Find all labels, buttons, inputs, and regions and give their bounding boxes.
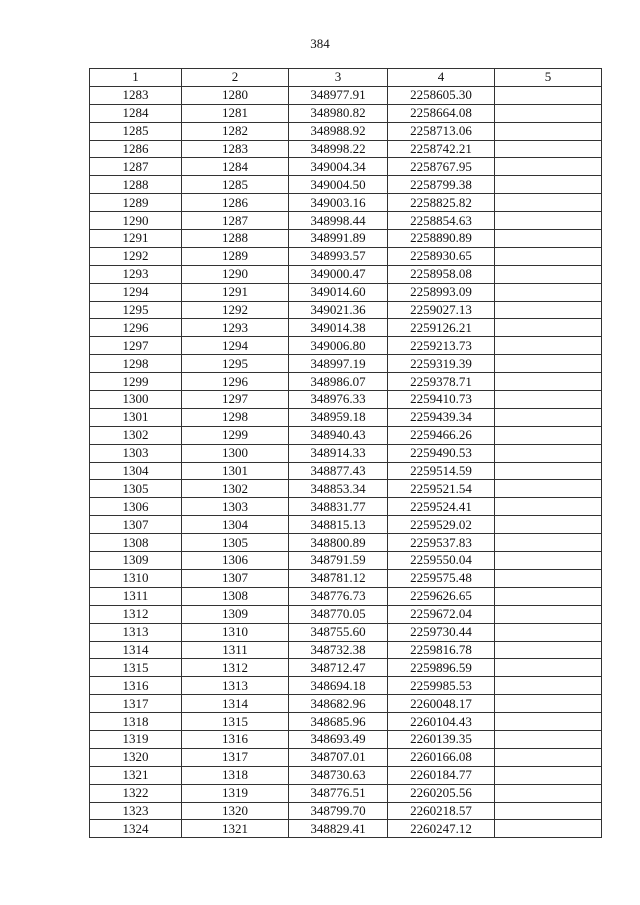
y-coordinate-cell: 2259466.26 (388, 426, 495, 444)
note-cell (495, 587, 602, 605)
x-coordinate-cell: 348755.60 (289, 623, 388, 641)
point-number-cell: 1289 (182, 247, 289, 265)
x-coordinate-cell: 348694.18 (289, 677, 388, 695)
point-number-cell: 1293 (182, 319, 289, 337)
point-number-cell: 1280 (182, 86, 289, 104)
note-cell (495, 426, 602, 444)
point-number-cell: 1284 (182, 158, 289, 176)
note-cell (495, 122, 602, 140)
table-row (90, 641, 602, 659)
point-number-cell: 1296 (182, 373, 289, 391)
note-cell (495, 695, 602, 713)
point-number-cell: 1295 (182, 355, 289, 373)
coordinates-table (89, 68, 602, 838)
y-coordinate-cell: 2258993.09 (388, 283, 495, 301)
note-cell (495, 86, 602, 104)
row-number-cell: 1302 (90, 426, 182, 444)
page-number: 384 (310, 36, 330, 51)
note-cell (495, 176, 602, 194)
y-coordinate-cell: 2258799.38 (388, 176, 495, 194)
note-cell (495, 480, 602, 498)
y-coordinate-cell: 2259524.41 (388, 498, 495, 516)
x-coordinate-cell: 348991.89 (289, 230, 388, 248)
table-row (90, 408, 602, 426)
table-row (90, 194, 602, 212)
point-number-cell: 1320 (182, 802, 289, 820)
point-number-cell: 1312 (182, 659, 289, 677)
table-row (90, 426, 602, 444)
point-number-cell: 1307 (182, 569, 289, 587)
note-cell (495, 319, 602, 337)
x-coordinate-cell: 349021.36 (289, 301, 388, 319)
x-coordinate-cell: 348986.07 (289, 373, 388, 391)
note-cell (495, 623, 602, 641)
y-coordinate-cell: 2259730.44 (388, 623, 495, 641)
table-row (90, 212, 602, 230)
row-number-cell: 1304 (90, 462, 182, 480)
y-coordinate-cell: 2259537.83 (388, 534, 495, 552)
table-row (90, 265, 602, 283)
row-number-cell: 1317 (90, 695, 182, 713)
y-coordinate-cell: 2259410.73 (388, 391, 495, 409)
table-row (90, 301, 602, 319)
point-number-cell: 1288 (182, 230, 289, 248)
table-row (90, 677, 602, 695)
table-row (90, 552, 602, 570)
y-coordinate-cell: 2259213.73 (388, 337, 495, 355)
point-number-cell: 1319 (182, 784, 289, 802)
table-row (90, 748, 602, 766)
note-cell (495, 247, 602, 265)
table-row (90, 158, 602, 176)
row-number-cell: 1287 (90, 158, 182, 176)
x-coordinate-cell: 348730.63 (289, 766, 388, 784)
x-coordinate-cell: 349014.38 (289, 319, 388, 337)
point-number-cell: 1282 (182, 122, 289, 140)
note-cell (495, 569, 602, 587)
row-number-cell: 1289 (90, 194, 182, 212)
row-number-cell: 1318 (90, 713, 182, 731)
table-row (90, 230, 602, 248)
point-number-cell: 1303 (182, 498, 289, 516)
table-row (90, 444, 602, 462)
row-number-cell: 1315 (90, 659, 182, 677)
y-coordinate-cell: 2259319.39 (388, 355, 495, 373)
table-row (90, 462, 602, 480)
note-cell (495, 641, 602, 659)
y-coordinate-cell: 2259575.48 (388, 569, 495, 587)
row-number-cell: 1288 (90, 176, 182, 194)
table-row (90, 695, 602, 713)
point-number-cell: 1301 (182, 462, 289, 480)
x-coordinate-cell: 349004.50 (289, 176, 388, 194)
row-number-cell: 1311 (90, 587, 182, 605)
note-cell (495, 730, 602, 748)
point-number-cell: 1287 (182, 212, 289, 230)
table-row (90, 373, 602, 391)
y-coordinate-cell: 2259378.71 (388, 373, 495, 391)
note-cell (495, 552, 602, 570)
x-coordinate-cell: 348998.22 (289, 140, 388, 158)
row-number-cell: 1306 (90, 498, 182, 516)
note-cell (495, 605, 602, 623)
column-header-2: 2 (182, 69, 289, 87)
y-coordinate-cell: 2260184.77 (388, 766, 495, 784)
table-row (90, 802, 602, 820)
note-cell (495, 194, 602, 212)
row-number-cell: 1283 (90, 86, 182, 104)
y-coordinate-cell: 2260048.17 (388, 695, 495, 713)
point-number-cell: 1306 (182, 552, 289, 570)
x-coordinate-cell: 349004.34 (289, 158, 388, 176)
row-number-cell: 1312 (90, 605, 182, 623)
y-coordinate-cell: 2259126.21 (388, 319, 495, 337)
x-coordinate-cell: 348998.44 (289, 212, 388, 230)
point-number-cell: 1313 (182, 677, 289, 695)
y-coordinate-cell: 2259514.59 (388, 462, 495, 480)
y-coordinate-cell: 2260218.57 (388, 802, 495, 820)
row-number-cell: 1297 (90, 337, 182, 355)
note-cell (495, 748, 602, 766)
note-cell (495, 337, 602, 355)
x-coordinate-cell: 348829.41 (289, 820, 388, 838)
y-coordinate-cell: 2258713.06 (388, 122, 495, 140)
row-number-cell: 1294 (90, 283, 182, 301)
y-coordinate-cell: 2258767.95 (388, 158, 495, 176)
x-coordinate-cell: 348770.05 (289, 605, 388, 623)
point-number-cell: 1310 (182, 623, 289, 641)
x-coordinate-cell: 348815.13 (289, 516, 388, 534)
x-coordinate-cell: 348776.73 (289, 587, 388, 605)
row-number-cell: 1316 (90, 677, 182, 695)
row-number-cell: 1319 (90, 730, 182, 748)
note-cell (495, 265, 602, 283)
note-cell (495, 391, 602, 409)
note-cell (495, 373, 602, 391)
row-number-cell: 1322 (90, 784, 182, 802)
y-coordinate-cell: 2259985.53 (388, 677, 495, 695)
point-number-cell: 1300 (182, 444, 289, 462)
point-number-cell: 1302 (182, 480, 289, 498)
y-coordinate-cell: 2258605.30 (388, 86, 495, 104)
point-number-cell: 1292 (182, 301, 289, 319)
y-coordinate-cell: 2260104.43 (388, 713, 495, 731)
table-row (90, 587, 602, 605)
x-coordinate-cell: 348781.12 (289, 569, 388, 587)
point-number-cell: 1315 (182, 713, 289, 731)
note-cell (495, 677, 602, 695)
point-number-cell: 1308 (182, 587, 289, 605)
x-coordinate-cell: 348877.43 (289, 462, 388, 480)
row-number-cell: 1321 (90, 766, 182, 784)
table-header-row (90, 69, 602, 87)
y-coordinate-cell: 2259550.04 (388, 552, 495, 570)
row-number-cell: 1320 (90, 748, 182, 766)
x-coordinate-cell: 348988.92 (289, 122, 388, 140)
table-row (90, 480, 602, 498)
note-cell (495, 158, 602, 176)
row-number-cell: 1324 (90, 820, 182, 838)
note-cell (495, 283, 602, 301)
row-number-cell: 1313 (90, 623, 182, 641)
y-coordinate-cell: 2259490.53 (388, 444, 495, 462)
note-cell (495, 802, 602, 820)
table-row (90, 391, 602, 409)
x-coordinate-cell: 348732.38 (289, 641, 388, 659)
note-cell (495, 784, 602, 802)
y-coordinate-cell: 2260139.35 (388, 730, 495, 748)
point-number-cell: 1283 (182, 140, 289, 158)
row-number-cell: 1309 (90, 552, 182, 570)
y-coordinate-cell: 2258742.21 (388, 140, 495, 158)
row-number-cell: 1308 (90, 534, 182, 552)
point-number-cell: 1285 (182, 176, 289, 194)
x-coordinate-cell: 348776.51 (289, 784, 388, 802)
note-cell (495, 659, 602, 677)
row-number-cell: 1300 (90, 391, 182, 409)
note-cell (495, 212, 602, 230)
table-row (90, 176, 602, 194)
point-number-cell: 1314 (182, 695, 289, 713)
y-coordinate-cell: 2258664.08 (388, 104, 495, 122)
note-cell (495, 713, 602, 731)
x-coordinate-cell: 349000.47 (289, 265, 388, 283)
table-row (90, 283, 602, 301)
x-coordinate-cell: 348853.34 (289, 480, 388, 498)
table-row (90, 730, 602, 748)
x-coordinate-cell: 348959.18 (289, 408, 388, 426)
x-coordinate-cell: 349003.16 (289, 194, 388, 212)
y-coordinate-cell: 2258930.65 (388, 247, 495, 265)
table-row (90, 605, 602, 623)
note-cell (495, 408, 602, 426)
row-number-cell: 1291 (90, 230, 182, 248)
y-coordinate-cell: 2259529.02 (388, 516, 495, 534)
x-coordinate-cell: 348914.33 (289, 444, 388, 462)
x-coordinate-cell: 348791.59 (289, 552, 388, 570)
note-cell (495, 104, 602, 122)
x-coordinate-cell: 348682.96 (289, 695, 388, 713)
y-coordinate-cell: 2259521.54 (388, 480, 495, 498)
point-number-cell: 1305 (182, 534, 289, 552)
x-coordinate-cell: 348685.96 (289, 713, 388, 731)
x-coordinate-cell: 348799.70 (289, 802, 388, 820)
y-coordinate-cell: 2260205.56 (388, 784, 495, 802)
column-header-1: 1 (90, 69, 182, 87)
point-number-cell: 1304 (182, 516, 289, 534)
row-number-cell: 1290 (90, 212, 182, 230)
y-coordinate-cell: 2259439.34 (388, 408, 495, 426)
table-row (90, 498, 602, 516)
note-cell (495, 516, 602, 534)
row-number-cell: 1303 (90, 444, 182, 462)
x-coordinate-cell: 348707.01 (289, 748, 388, 766)
table-row (90, 516, 602, 534)
row-number-cell: 1286 (90, 140, 182, 158)
point-number-cell: 1286 (182, 194, 289, 212)
x-coordinate-cell: 349014.60 (289, 283, 388, 301)
x-coordinate-cell: 348977.91 (289, 86, 388, 104)
y-coordinate-cell: 2258890.89 (388, 230, 495, 248)
note-cell (495, 820, 602, 838)
y-coordinate-cell: 2260247.12 (388, 820, 495, 838)
note-cell (495, 230, 602, 248)
table-row (90, 784, 602, 802)
note-cell (495, 301, 602, 319)
point-number-cell: 1316 (182, 730, 289, 748)
row-number-cell: 1305 (90, 480, 182, 498)
table-row (90, 713, 602, 731)
y-coordinate-cell: 2259672.04 (388, 605, 495, 623)
row-number-cell: 1301 (90, 408, 182, 426)
row-number-cell: 1284 (90, 104, 182, 122)
row-number-cell: 1323 (90, 802, 182, 820)
y-coordinate-cell: 2260166.08 (388, 748, 495, 766)
row-number-cell: 1285 (90, 122, 182, 140)
row-number-cell: 1295 (90, 301, 182, 319)
row-number-cell: 1307 (90, 516, 182, 534)
note-cell (495, 140, 602, 158)
x-coordinate-cell: 348693.49 (289, 730, 388, 748)
point-number-cell: 1298 (182, 408, 289, 426)
note-cell (495, 498, 602, 516)
x-coordinate-cell: 348800.89 (289, 534, 388, 552)
column-header-5: 5 (495, 69, 602, 87)
table-row (90, 766, 602, 784)
point-number-cell: 1297 (182, 391, 289, 409)
row-number-cell: 1299 (90, 373, 182, 391)
table-row (90, 86, 602, 104)
row-number-cell: 1296 (90, 319, 182, 337)
note-cell (495, 766, 602, 784)
row-number-cell: 1293 (90, 265, 182, 283)
row-number-cell: 1314 (90, 641, 182, 659)
table-body (90, 86, 602, 837)
table-row (90, 820, 602, 838)
y-coordinate-cell: 2259816.78 (388, 641, 495, 659)
x-coordinate-cell: 348993.57 (289, 247, 388, 265)
point-number-cell: 1294 (182, 337, 289, 355)
y-coordinate-cell: 2259027.13 (388, 301, 495, 319)
point-number-cell: 1290 (182, 265, 289, 283)
x-coordinate-cell: 348712.47 (289, 659, 388, 677)
note-cell (495, 355, 602, 373)
x-coordinate-cell: 348997.19 (289, 355, 388, 373)
note-cell (495, 444, 602, 462)
note-cell (495, 462, 602, 480)
point-number-cell: 1299 (182, 426, 289, 444)
x-coordinate-cell: 349006.80 (289, 337, 388, 355)
point-number-cell: 1291 (182, 283, 289, 301)
y-coordinate-cell: 2258854.63 (388, 212, 495, 230)
table-row (90, 247, 602, 265)
table-row (90, 659, 602, 677)
table-row (90, 337, 602, 355)
y-coordinate-cell: 2259896.59 (388, 659, 495, 677)
row-number-cell: 1310 (90, 569, 182, 587)
x-coordinate-cell: 348940.43 (289, 426, 388, 444)
row-number-cell: 1298 (90, 355, 182, 373)
table-row (90, 569, 602, 587)
row-number-cell: 1292 (90, 247, 182, 265)
column-header-4: 4 (388, 69, 495, 87)
table-row (90, 623, 602, 641)
table-row (90, 140, 602, 158)
point-number-cell: 1318 (182, 766, 289, 784)
column-header-3: 3 (289, 69, 388, 87)
point-number-cell: 1317 (182, 748, 289, 766)
table-row (90, 534, 602, 552)
y-coordinate-cell: 2259626.65 (388, 587, 495, 605)
y-coordinate-cell: 2258958.08 (388, 265, 495, 283)
x-coordinate-cell: 348976.33 (289, 391, 388, 409)
y-coordinate-cell: 2258825.82 (388, 194, 495, 212)
table-row (90, 355, 602, 373)
table-row (90, 122, 602, 140)
x-coordinate-cell: 348831.77 (289, 498, 388, 516)
note-cell (495, 534, 602, 552)
point-number-cell: 1309 (182, 605, 289, 623)
point-number-cell: 1281 (182, 104, 289, 122)
point-number-cell: 1311 (182, 641, 289, 659)
table-row (90, 319, 602, 337)
x-coordinate-cell: 348980.82 (289, 104, 388, 122)
point-number-cell: 1321 (182, 820, 289, 838)
table-row (90, 104, 602, 122)
